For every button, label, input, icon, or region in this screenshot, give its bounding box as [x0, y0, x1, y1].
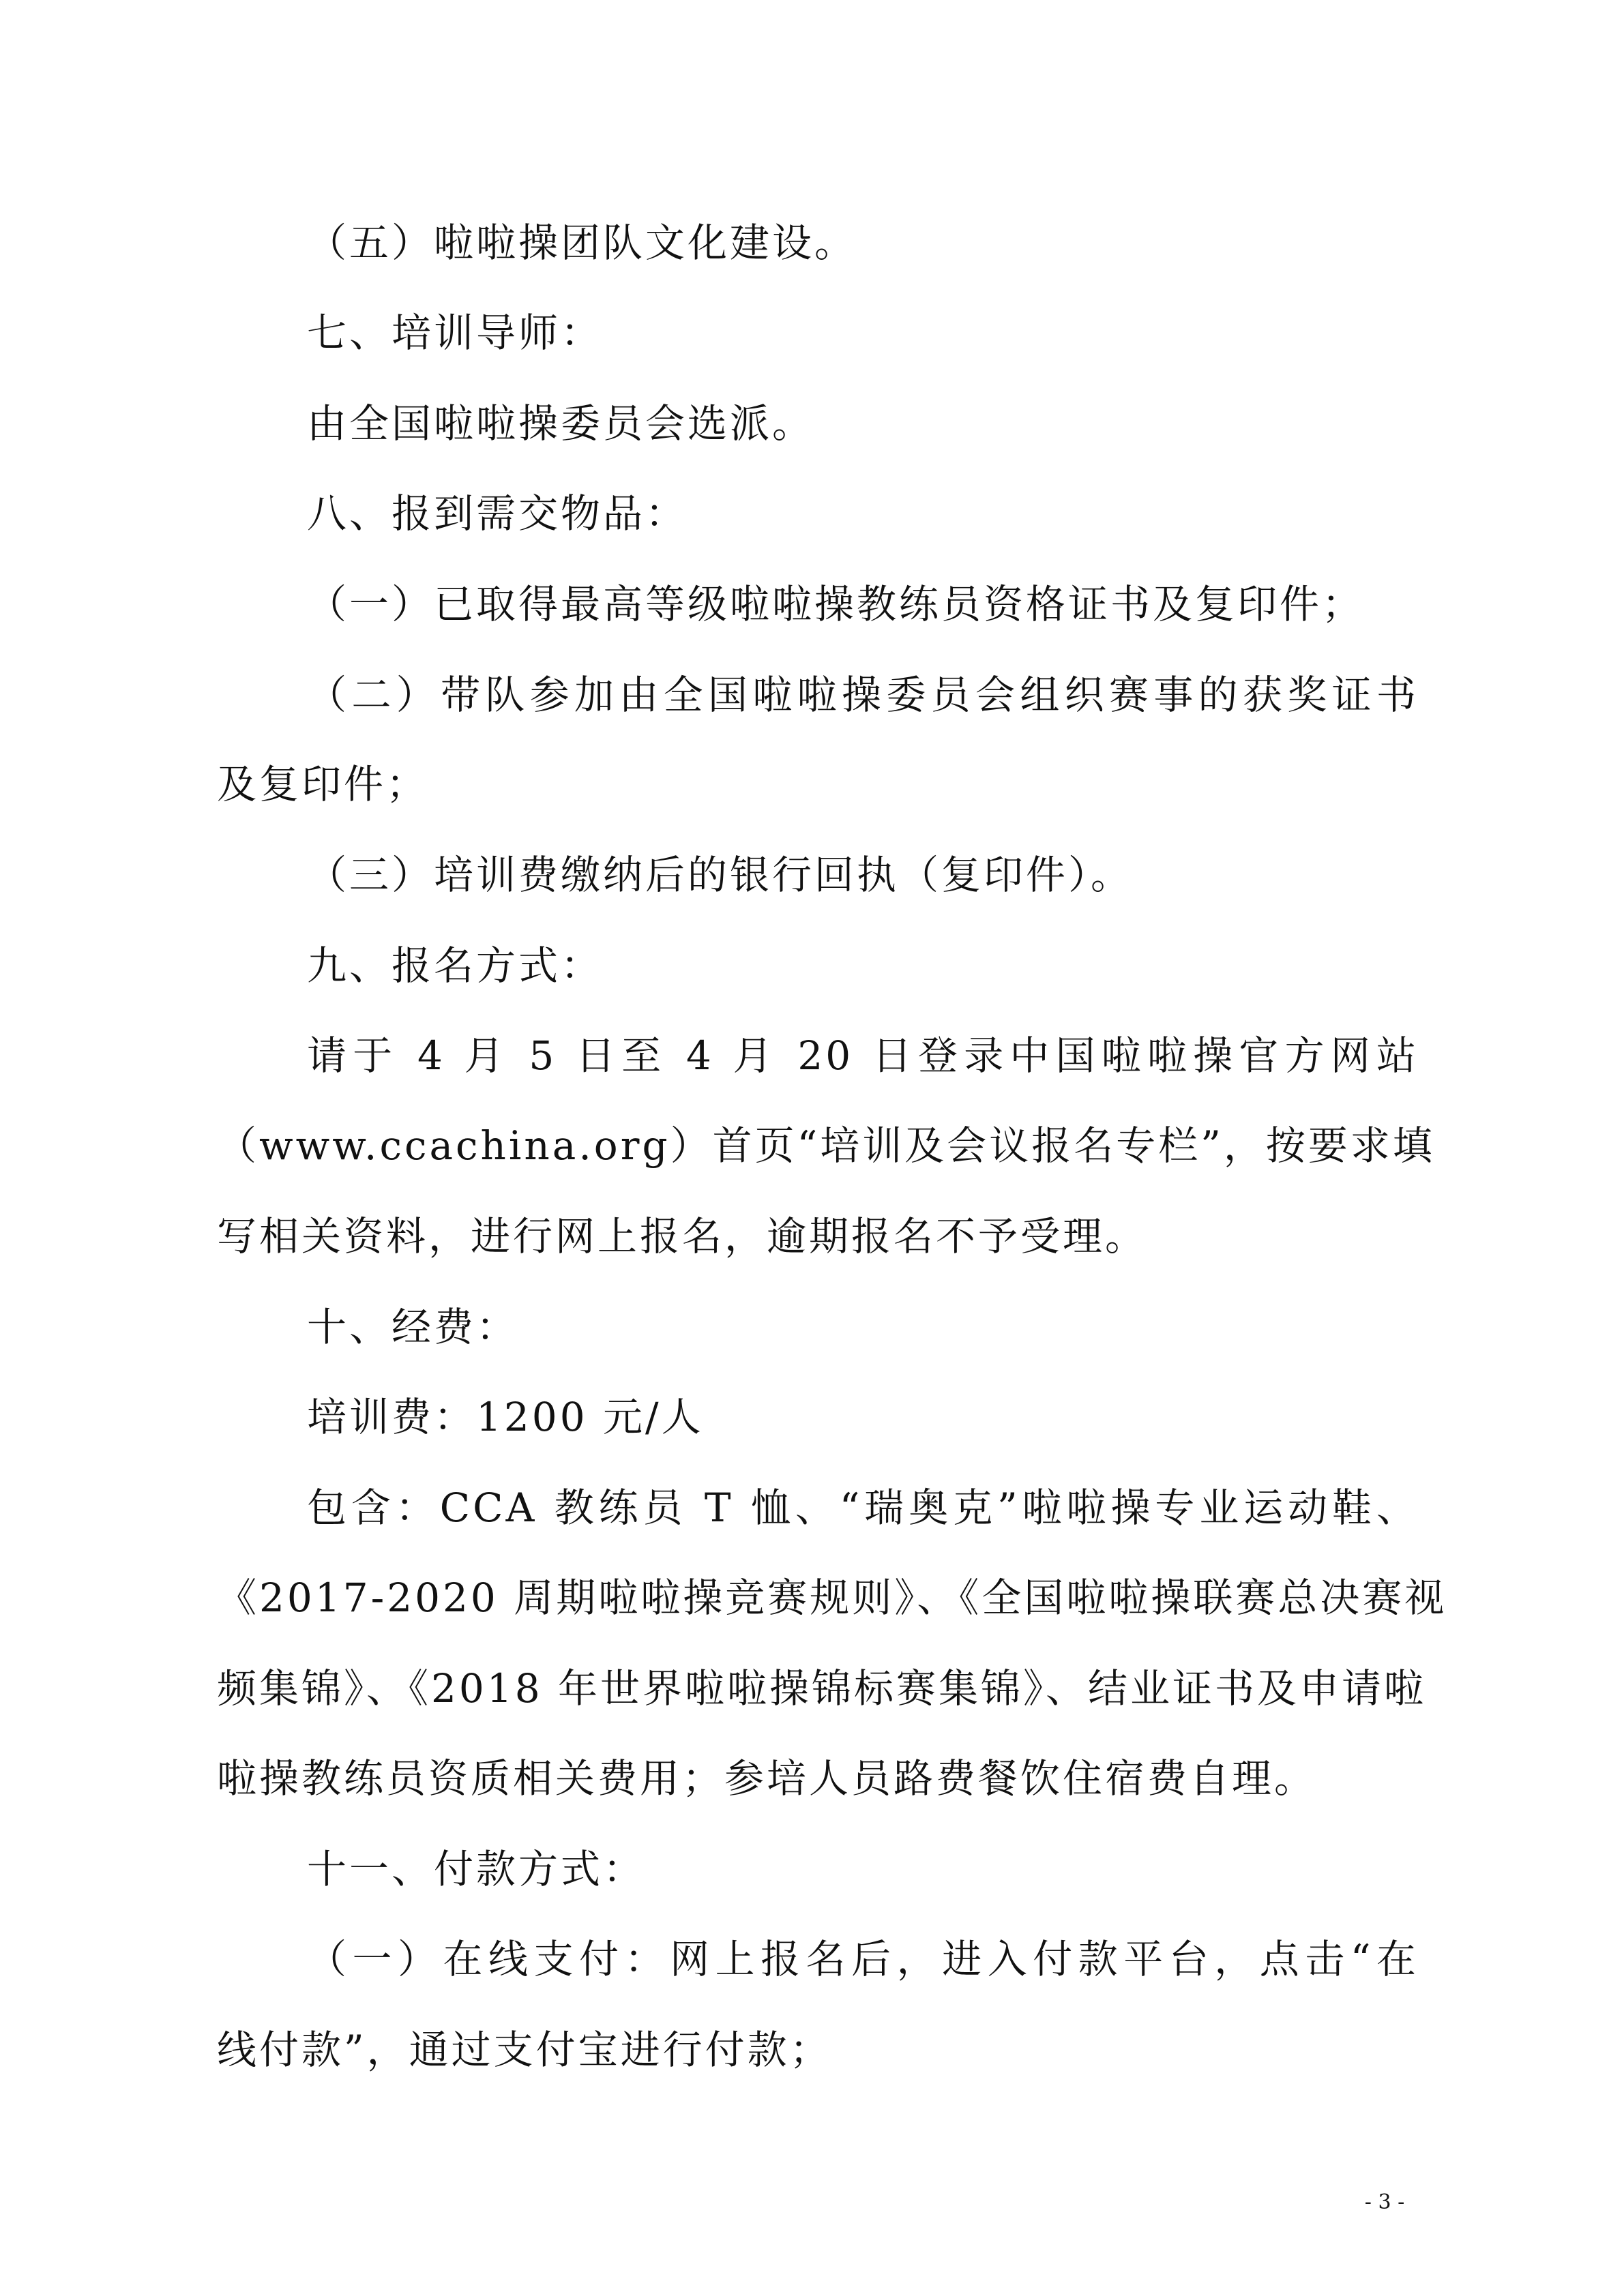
- heading-11-payment: 十一、付款方式：: [307, 1846, 646, 1892]
- text-line-registration-date: 请于 4 月 5 日至 4 月 20 日登录中国啦啦操官方网站: [307, 1032, 1419, 1079]
- heading-10-fees: 十、经费：: [307, 1304, 519, 1350]
- heading-9-registration: 九、报名方式：: [307, 942, 604, 989]
- text-line-item-3-receipt: （三）培训费缴纳后的银行回执（复印件）。: [307, 852, 1134, 898]
- text-line-registration-deadline: 写相关资料，进行网上报名，逾期报名不予受理。: [217, 1213, 1148, 1259]
- text-line-online-payment-continued: 线付款”，通过支付宝进行付款；: [217, 2027, 832, 2073]
- text-line-training-fee: 培训费：1200 元/人: [307, 1394, 704, 1440]
- page-number: - 3 -: [1364, 2190, 1405, 2214]
- text-line-fee-includes-4: 啦操教练员资质相关费用；参培人员路费餐饮住宿费自理。: [217, 1755, 1317, 1802]
- text-line-item-2-continued: 及复印件；: [217, 761, 429, 807]
- text-line-item-2-award: （二）带队参加由全国啦啦操委员会组织赛事的获奖证书: [307, 672, 1419, 718]
- text-line-trainers-selected: 由全国啦啦操委员会选派。: [307, 400, 815, 447]
- text-line-online-payment: （一）在线支付：网上报名后，进入付款平台，点击“在: [307, 1936, 1419, 1982]
- text-line-section-5-culture: （五）啦啦操团队文化建设。: [307, 220, 857, 266]
- text-line-fee-includes-3: 频集锦》、《2018 年世界啦啦操锦标赛集锦》、结业证书及申请啦: [217, 1665, 1427, 1712]
- heading-8-items-to-submit: 八、报到需交物品：: [307, 490, 688, 537]
- text-line-fee-includes-2: 《2017-2020 周期啦啦操竞赛规则》、《全国啦啦操联赛总决赛视: [217, 1575, 1447, 1621]
- text-line-registration-website: （www.ccachina.org）首页“培训及会议报名专栏”，按要求填: [217, 1122, 1435, 1169]
- heading-7-trainers: 七、培训导师：: [307, 310, 604, 356]
- text-line-item-1-certificate: （一）已取得最高等级啦啦操教练员资格证书及复印件；: [307, 581, 1365, 627]
- text-line-fee-includes-1: 包含：CCA 教练员 T 恤、“瑞奥克”啦啦操专业运动鞋、: [307, 1485, 1419, 1531]
